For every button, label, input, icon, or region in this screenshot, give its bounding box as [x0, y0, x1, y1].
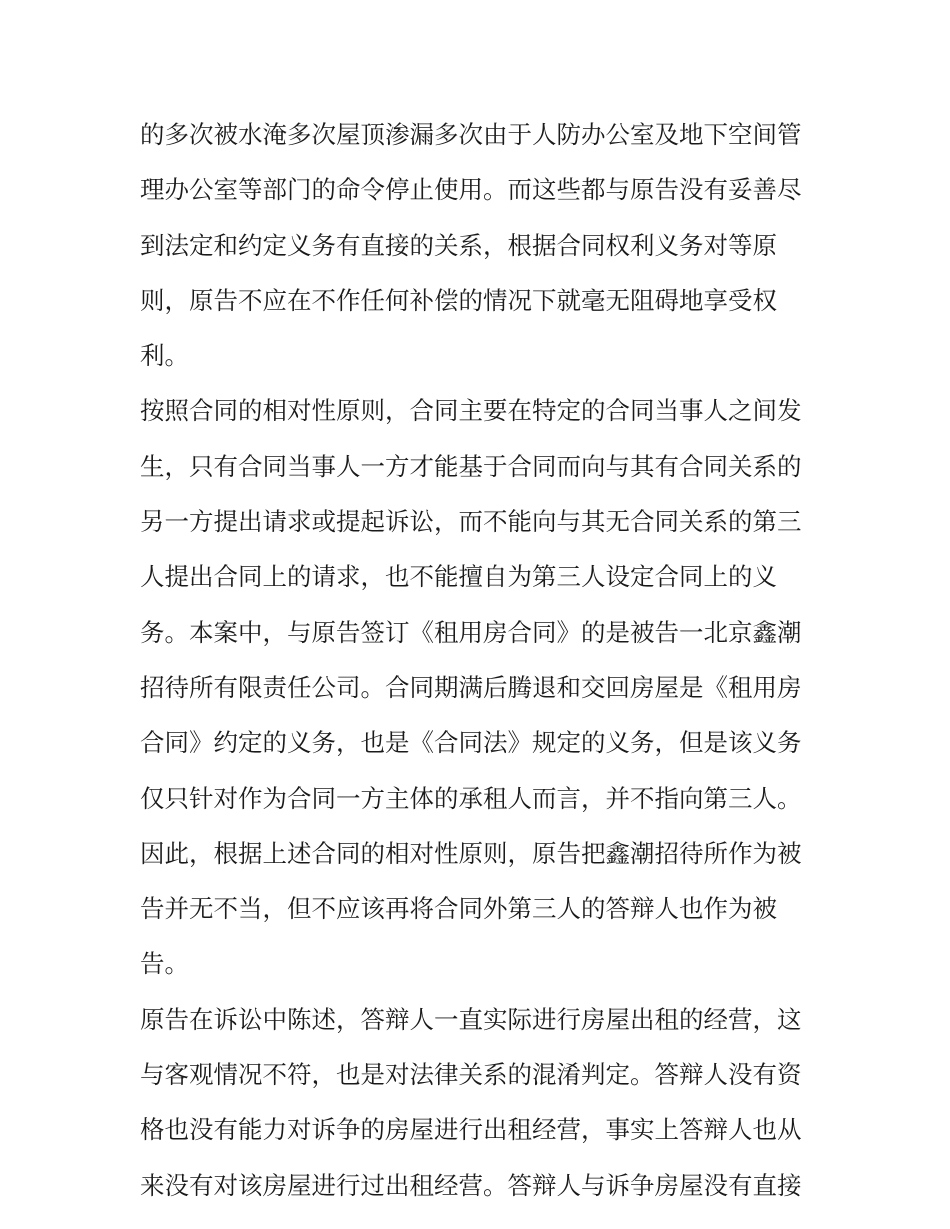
text-line: 按照合同的相对性原则，合同主要在特定的合同当事人之间发 — [140, 396, 802, 426]
text-line: 的多次被水淹多次屋顶渗漏多次由于人防办公室及地下空间管 — [140, 120, 802, 149]
text-line: 另一方提出请求或提起诉讼，而不能向与其无合同关系的第三 — [140, 507, 802, 537]
text-line: 生，只有合同当事人一方才能基于合同而向与其有合同关系的 — [140, 451, 802, 481]
text-line: 告。 — [140, 949, 189, 979]
text-line: 人提出合同上的请求，也不能擅自为第三人设定合同上的义 — [140, 562, 777, 592]
text-line: 因此，根据上述合同的相对性原则，原告把鑫潮招待所作为被 — [140, 838, 802, 868]
text-line: 来没有对该房屋进行过出租经营。答辩人与诉争房屋没有直接 — [140, 1170, 802, 1200]
text-line: 务。本案中，与原告签订《租用房合同》的是被告一北京鑫潮 — [140, 617, 802, 647]
text-line: 告并无不当，但不应该再将合同外第三人的答辩人也作为被 — [140, 894, 777, 924]
text-line: 到法定和约定义务有直接的关系，根据合同权利义务对等原 — [140, 230, 777, 260]
text-line: 利。 — [140, 341, 189, 371]
text-line: 格也没有能力对诉争的房屋进行出租经营，事实上答辩人也从 — [140, 1115, 802, 1145]
text-line: 合同》约定的义务，也是《合同法》规定的义务，但是该义务 — [140, 728, 802, 758]
text-line: 则，原告不应在不作任何补偿的情况下就毫无阻碍地享受权 — [140, 285, 777, 315]
text-line: 与客观情况不符，也是对法律关系的混淆判定。答辩人没有资 — [140, 1060, 802, 1090]
text-line: 仅只针对作为合同一方主体的承租人而言，并不指向第三人。 — [140, 783, 802, 813]
document-body — [140, 107, 830, 1213]
text-line: 招待所有限责任公司。合同期满后腾退和交回房屋是《租用房 — [140, 672, 802, 702]
text-line: 理办公室等部门的命令停止使用。而这些都与原告没有妥善尽 — [140, 175, 802, 205]
text-line: 原告在诉讼中陈述，答辩人一直实际进行房屋出租的经营，这 — [140, 1004, 802, 1034]
